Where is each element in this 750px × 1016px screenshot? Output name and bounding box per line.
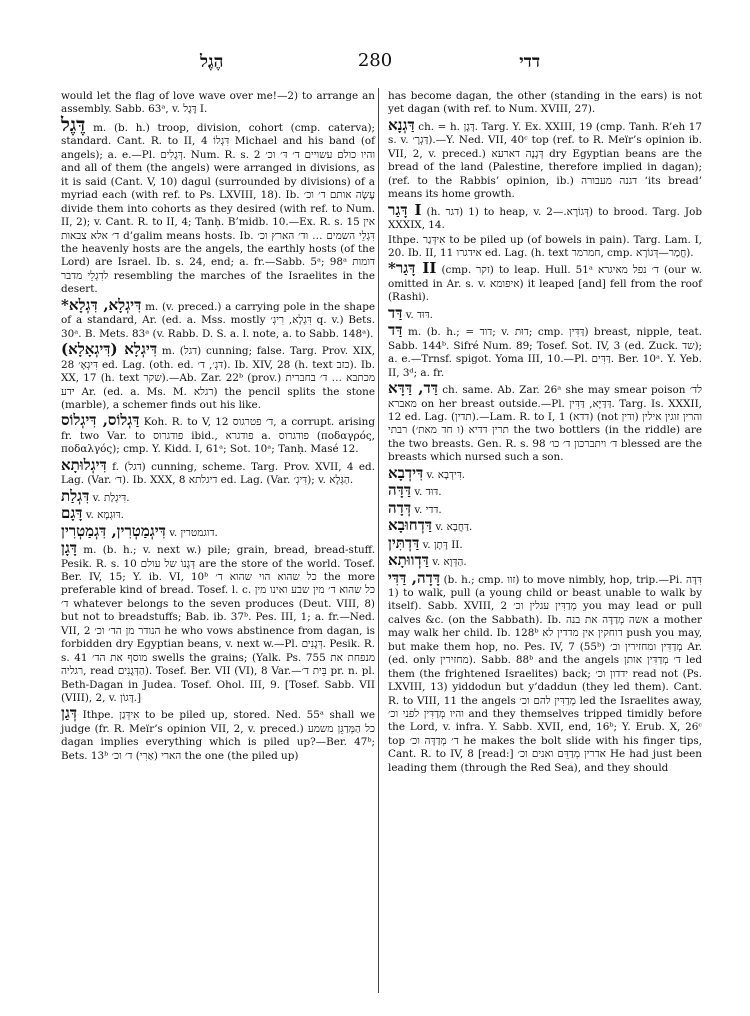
entry-dadah xyxy=(388,568,703,776)
entry-dagar-1-ithpe xyxy=(388,234,702,261)
entry-body: v. דַּחֲבָא. xyxy=(435,521,473,534)
entry-body: ch. same. Ab. Zar. 26ᵃ she may smear poison לד׳ מאברא on her breast outside.—Pl. דַּדַּיָּא, דַּדִּין. Targ. Is. XXXII, 12 ed. Lag. (תדין).—Lam. R. to I, 1 (דדא) (not ודין) והרין זוגין אילין תרין דדיא (ו חד מאת׳) רבתי the two bottlers (in the riddle) are the two breasts. Gen. R. s. 98 ד׳ ויתברכון ד׳ כו׳ blessed are the breasts which nursed such a son. xyxy=(388,384,703,464)
entry-diglos xyxy=(61,413,375,456)
entry-dagam xyxy=(61,506,375,522)
entry-headword: *דִּיגְלָא, דִּגְלָא xyxy=(61,295,142,314)
entry-headword: דִּיגְלוּתָא xyxy=(61,455,107,474)
entry-headword: דֶּגֶל xyxy=(61,113,86,136)
entry-headword: דַּגְלוֹס, דִּיגְלוֹס xyxy=(61,411,140,430)
right-column xyxy=(388,90,702,776)
entry-diglat xyxy=(61,486,375,505)
page-number: 280 xyxy=(357,50,393,71)
entry-dagan xyxy=(61,541,375,705)
entry-body: m. (b. h.; = דוד; v. דוּת; cmp. דַּדִּין) breast, nipple, teat. Sabb. 144ᵇ. Sifré Num. 89; Tosef. Sot. IV, 3 (ed. Zuck. שד); a. e.—Trnsf. spigot. Yoma III, 10.—Pl. דַּדִּים. Ber. 10ᵃ. Y. Yeb. II, 3ᵈ; a. fr. xyxy=(388,326,703,379)
entry-headword: דִּיגְמַטְרִין, דִּגְמַטְרִין xyxy=(61,521,166,540)
entry-dagar-1 xyxy=(388,200,702,233)
entry-body: v. דִּיגְלַת. xyxy=(92,491,130,504)
entry-diglutha xyxy=(61,455,376,488)
entry-dad-ref xyxy=(388,303,702,322)
left-running-head: הֶגֶל xyxy=(200,52,224,72)
entry-dadda xyxy=(388,381,702,465)
entry-body: v. דוגמטרין. xyxy=(169,526,218,539)
entry-headword: דַּגְנָא xyxy=(388,115,415,134)
entry-body: m. (דגל) cunning; false. Targ. Prov. XIX, 28 דִּיגְאָ׳ ed. Lag. (oth. ed. דּגְ׳, ד׳). Ib. XIV, 28 (h. text כזב). Ib. XX, 17 (h. text שקר).—Ab. Zar. 22ᵇ (prov.) מכתבא … ד׳ בחברית ידע Ar. (ed. a. Ms. M. רגלא) the pencil splits the stone (marble), a schemer finds out his like. xyxy=(61,345,376,411)
entry-headword: דַּדְחוּבָא xyxy=(388,516,433,535)
entry-body: v. הַדְּוָא. xyxy=(432,556,467,569)
entry-body: m. (b. h.) troop, division, cohort (cmp. caterva); standard. Cant. R. to II, 4 דִּגְלוֹ Michael and his band (of angels); a. e.—Pl. דְּגָלִים. Num. R. s. 2 והיו כולם עשויים ד׳ דּ׳ וכ׳ and all of them (the angels) were arranged in divisions, as it is said (Cant. V, 10) dagul (surrounded by divisions) of a myriad each (with ref. to Ps. LXVIII, 18). Ib. עָשָׂה אותם ד׳ וכ׳ divide them into cohorts as they desired (with ref. to Num. II, 2); v. Cant. R. to II, 4; Tanḥ. B’midb. 10.—Ex. R. s. 15 אין ד׳ אלא צבאות d’galim means hosts. Ib. דִּגְלֵי השמים … וד׳ הארץ וכ׳ the heavenly hosts are the angels, the earthly hosts (of the Lord) are Israel. Ib. s. 24, end; a. fr.—Sabb. 5ᵃ; 98ᵃ דומות לדִגְלֵי מדבר resembling the marches of the Israelites in the desert. xyxy=(61,121,376,296)
entry-body: Koh. R. to V, 12 ד׳ פטרגוס, a corrupt. arising fr. two Var. to פודגרוס ibid., פודגרא a. פודגרוס (ποδαγρός, ποδαλγός); cmp. Y. Kidd. I, 61ᵃ; Sot. 10ᵃ; Tanḥ. Masé 12. xyxy=(61,416,375,456)
entry-headword: דִּגְלַת xyxy=(61,486,90,505)
entry-headword: דָּדָה, דַּדִּי xyxy=(388,568,441,587)
entry-headword: דַּד xyxy=(388,303,403,322)
entry-dadhuba xyxy=(388,518,702,534)
entry-dedah-ref xyxy=(388,498,702,517)
entry-dad xyxy=(388,323,702,380)
continuation-text: has become dagan, the other (standing in the ears) is not yet dagan (with ref. to Num. XVIII, 27). xyxy=(388,90,702,116)
entry-dadtin xyxy=(388,533,702,552)
entry-headword: דָּגַר I xyxy=(388,200,422,219)
entry-headword: דַּדְווּתָא xyxy=(388,551,429,570)
entry-headword: דָּגָם xyxy=(61,504,83,523)
entry-didba xyxy=(388,463,702,482)
entry-digala xyxy=(61,342,375,412)
entry-body: Ithpe. אִידְּגַר to be piled up (of bowels in pain). Targ. Lam. I, 20. Ib. II, 11 אידגרו ed. Lag. (h. text חמרמר, cmp. חֲמַר—דְּגוֹרָא). xyxy=(388,233,702,259)
entry-body: v. דּוּד. xyxy=(405,308,433,321)
entry-headword: דַּד, דַּדָּא xyxy=(388,379,438,398)
entry-degan xyxy=(61,706,375,763)
entry-dadwutha xyxy=(388,553,702,569)
entry-headword: דַּד xyxy=(388,321,403,340)
entry-digmatrin xyxy=(61,521,375,540)
left-column xyxy=(61,90,375,764)
entry-headword: דְּדָה xyxy=(388,498,412,517)
entry-body: v. דָּתָן II. xyxy=(422,538,463,551)
right-running-head: דדי xyxy=(519,52,540,72)
entry-headword: דִּידְבָא xyxy=(388,463,424,482)
entry-body: f. (דגל) cunning, scheme. Targ. Prov. XVII, 4 ed. Lag. (Var. ד׳). Ib. XXX, 8 דיגלתא ed. Lag. (Var. דִּיגְ׳); v. הַגְּלָא. xyxy=(61,460,376,487)
entry-body: (b. h.; cmp. זוו) to move nimbly, hop, trip.—Pi. דִּדָּה 1) to walk, pull (a young child or beast unable to walk by itself). Sabb. XVIII, 2 מְדַדִּין עגלין וכ׳ you may lead or pull calves &c. (on the Sabbath). Ib. אשה מְדַדָּה את בנה a mother may walk her child. Ib. 128ᵇ דוחקין אין מדדין לא push you may, but make them hop, no. Pes. IV, 7 (55ᵇ) מְדַדִּין ומחזירין וכ׳ Ar. (ed. only מחזירין). Sabb. 88ᵇ and the angels ד׳ מְדַדִּין אותן led them (the frightened Israelites) back; ידדון וכ׳ read not (Ps. LXVIII, 13) yiddodun but y’daddun (they led them). Cant. R. to VIII, 11 the angels מְדַדִּין להם וכ׳ led the Israelites away, והיו מְדַדִּין לפני וכ׳ and they themselves tripped timidly before the Lord, v. infra. Y. Sabb. XVII, end, 16ᵇ; Y. Erub. X, 26ᶜ top ד׳ מְדַדָּה וכ׳ he makes the bolt slide with his finger tips, Cant. R. to IV, 8 [read:] אדרין מְדַדֵּם ואנים וכ׳ He had just been leading them (through the Red Sea), and they should xyxy=(388,573,703,774)
entry-headword: דָּגָן xyxy=(61,539,77,558)
entry-body: v. דּוּד. xyxy=(414,486,442,499)
entry-digla xyxy=(61,295,375,341)
entry-dagar-2 xyxy=(388,261,702,304)
entry-headword: דִּיגְלָא (דִּיגְאָלָא) xyxy=(61,340,158,359)
entry-headword: דְּגַן xyxy=(61,704,77,723)
entry-body: v. דּוּגְמָא. xyxy=(85,509,124,522)
entry-headword: דַּדְתִּין xyxy=(388,533,420,552)
entry-body: (cmp. זקר) to leap. Hull. 51ᵃ ד׳ נפל מאיגרא (our w. omitted in Ar. s. v. איפומא) it leaped [and] fell from the roof (Rashi). xyxy=(388,264,703,304)
entry-body: m. (b. h.; v. next w.) pile; grain, bread, bread-stuff. Pesik. R. s. 10 דְּגָנוֹ של עולם are the store of the world. Tosef. Ber. IV, 15; Y. ib. VI, 10ᵇ כל שהוא הוי שהוא ד׳ the more preferable kind of bread. Tosef. l. c. כל שהוא ד׳ מין שבע ואינו מין ד׳ whatever belongs to the seven produces (Deut. VIII, 8) but not to breadstuffs; Bab. ib. 37ᵇ. Pes. III, 1; a. fr.—Ned. VII, 2 הנודר מן הד׳ וכ׳ he who vows abstinence from dagan, is forbidden dry Egyptian beans, v. next w.—Pl. דְּגָנִים. Pesik. R. s. 41 מוסף את הד׳ swells the grains; (Yalk. Ps. 755 מנפחת את רגליה, read הַדְּגָנִים). Tosef. Ber. VII (VI), 8 Var.—בֵּית ד׳ pr. n. pl. Beth-Dagan in Judea. Tosef. Ohol. III, 9. [Tosef. Sabb. VII (VIII), 2, v. דָּגוֹן.] xyxy=(61,544,376,705)
entry-dadda-ref xyxy=(388,483,702,499)
entry-headword: דַּדָּה xyxy=(388,481,412,500)
entry-degel xyxy=(61,113,376,297)
entry-dagna xyxy=(388,115,702,202)
column-divider xyxy=(378,88,379,993)
page-header xyxy=(60,50,690,80)
entry-body: v. דִּידְבָא. xyxy=(426,468,466,481)
entry-body: (h. דגר) 1) to heap, v. דְּגוֹרָא.—2) to brood. Targ. Job XXXIX, 14. xyxy=(388,205,702,232)
continuation-text: would let the flag of love wave over me!—2) to arrange an assembly. Sabb. 63ᵃ, v. דֶּגֶל I. xyxy=(61,90,375,116)
entry-body: Ithpe. אִידְּגַן to be piled up, stored. Ned. 55ᵃ shall we judge (fr. R. Meïr’s opinion VII, 2, v. preced.) כל הַמְּדַגֵּן משמע dagan implies everything which is piled up?—Ber. 47ᵇ; Bets. 13ᵇ הארי (אַרִי) ד׳ וכ׳ the one (the piled up) xyxy=(61,709,376,762)
entry-body: v. דדי. xyxy=(414,503,442,516)
entry-headword: *דָּגַר II xyxy=(388,259,437,278)
entry-body: m. (v. preced.) a carrying pole in the shape of a standard, Ar. (ed. a. Mss. mostly דִּגְלָא, רִיגְ׳ q. v.) Bets. 30ᵃ. B. Mets. 83ᵃ (v. Rabb. D. S. a. l. note, a. to Sabb. 148ᵃ). xyxy=(61,300,375,340)
entry-body: ch. = h. דָּגָן. Targ. Y. Ex. XXIII, 19 (cmp. Tanh. R’eh 17 s. v. דַּגְרָ׳).—Y. Ned. VII, 40ᶜ top (ref. to R. Meïr’s opinion ib. VII, 2, v. preced.) דְּגָנָה דארעא dry Egyptian beans are the bread of the land (Palestine, therefore implied in dagan); (ref. to the Rabbis’ opinion, ib.) דגנה מעבורה ‘its bread’ means its home growth. xyxy=(388,120,702,201)
